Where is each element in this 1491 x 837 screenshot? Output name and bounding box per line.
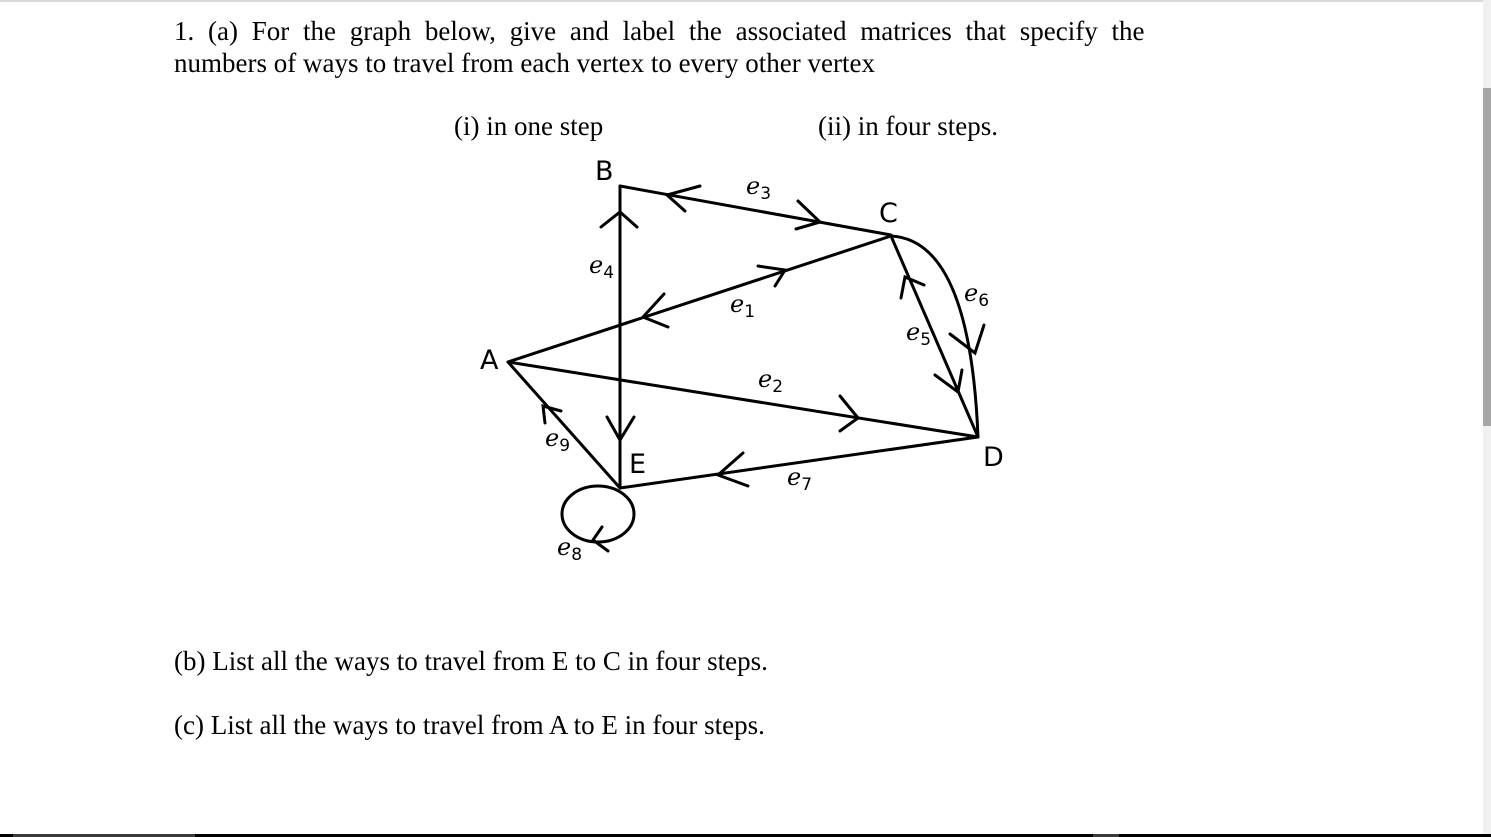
vertex-label-d: D <box>983 442 1004 473</box>
arrow-e5-to-d-icon <box>935 370 962 392</box>
edge-label-e2: $e_2$ <box>758 365 784 397</box>
question-line-1: 1. (a) For the graph below, give and label the associated matrices that specify the <box>174 16 1145 46</box>
question-part-b: (b) List all the ways to travel from E to C in four steps. <box>174 646 768 676</box>
vertex-label-c: C <box>879 198 898 229</box>
arrow-e3-to-c-icon <box>796 201 820 229</box>
edge-label-e1: $e_1$ <box>730 290 756 322</box>
sub-question-i: (i) in one step <box>454 111 604 141</box>
edge-e2 <box>508 362 978 437</box>
vertical-scrollbar[interactable] <box>1483 0 1491 837</box>
vertex-label-b: B <box>595 156 614 187</box>
edge-e9 <box>508 362 620 488</box>
edge-label-e3: $e_3$ <box>746 172 772 204</box>
edge-e1 <box>508 236 891 362</box>
edge-label-e7: $e_7$ <box>787 463 813 495</box>
edge-label-e9: $e_9$ <box>545 424 571 456</box>
edge-label-e5: $e_5$ <box>906 318 932 350</box>
question-part-c: (c) List all the ways to travel from A to E in four steps. <box>174 710 765 740</box>
scrollbar-thumb[interactable] <box>1483 88 1491 426</box>
question-line-2: numbers of ways to travel from each vertex to every other vertex <box>174 48 875 78</box>
edge-label-e4: $e_4$ <box>589 251 615 283</box>
edge-label-e6: $e_6$ <box>964 279 990 311</box>
vertex-label-a: A <box>480 345 499 376</box>
arrow-e8-loop-icon <box>593 527 608 551</box>
edge-e5 <box>891 236 978 437</box>
vertex-label-e: E <box>629 449 647 480</box>
edge-label-e8: $e_8$ <box>557 533 583 565</box>
arrow-e2-to-d-icon <box>840 396 858 431</box>
sub-question-ii: (ii) in four steps. <box>818 111 998 141</box>
